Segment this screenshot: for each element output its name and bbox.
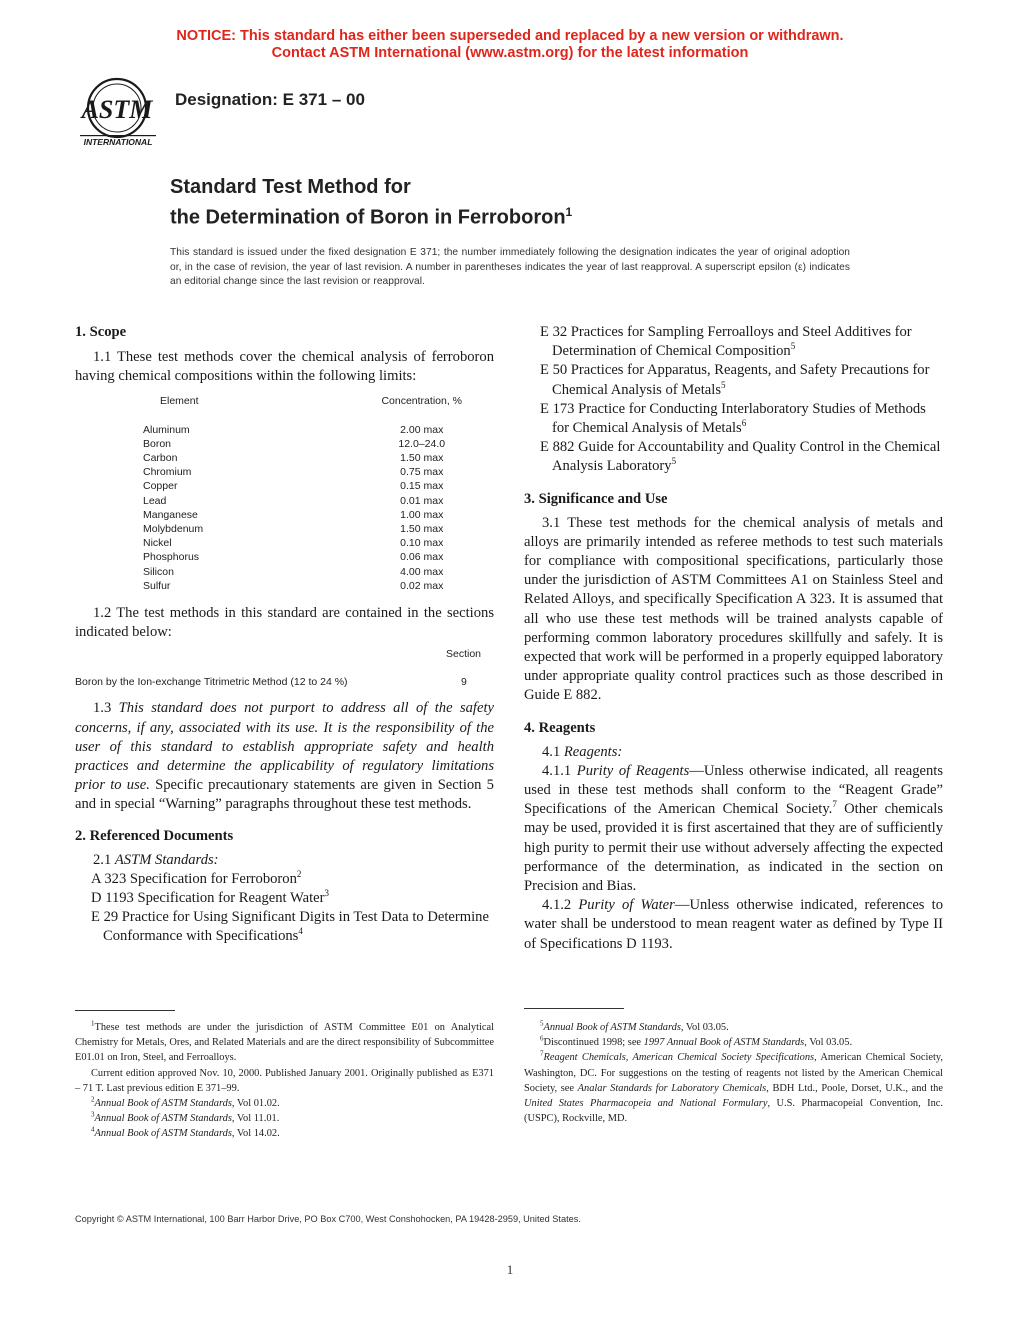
footnote-rule-left	[75, 1010, 175, 1011]
footnote-marker: 5	[540, 1019, 544, 1028]
para-number: 1.3	[93, 700, 119, 717]
table-row	[143, 536, 494, 550]
element-name: Chromium	[143, 466, 192, 479]
footnote-book-title: Annual Book of ASTM Standards	[94, 1128, 232, 1140]
reference-item	[540, 323, 943, 361]
element-name: Molybdenum	[143, 523, 204, 536]
paragraph-text: Other chemicals may be used, provided it is first ascertained that they are of sufficiently high purity to permit their use without adversely affecting the expected performance of the determination, as indicated in the section on Precision and Bias.	[524, 801, 943, 895]
supersede-notice	[0, 28, 1020, 62]
reagents-footnote-ref: 7	[832, 799, 837, 810]
significance-paragraph-3-1: 3.1 These test methods for the chemical analysis of metals and alloys are primarily intended as referee methods to test such materials for compliance with compositional specifications, particularly those under the jurisdiction of ASTM Committees A1 on Stainless Steel and Related Alloys, and specifically Specification A 323. It is assumed that all who use these test methods will be trained analysts capable of performing common laboratory procedures skillfully and safely. It is expected that work will be performed in a properly equipped laboratory under appropriate quality control practices such as those described in Guide E 882.	[524, 514, 943, 704]
para-number: 2.1	[93, 851, 115, 868]
footnote-marker: 3	[91, 1110, 95, 1119]
footnote-text: , Vol 14.02.	[231, 1128, 280, 1140]
designation: Designation: E 371 – 00	[175, 90, 365, 109]
copyright-line: Copyright © ASTM International, 100 Barr Harbor Drive, PO Box C700, West Conshohocken, PA 19428-2959, United States.	[75, 1214, 581, 1224]
footnote-marker: 1	[91, 1019, 95, 1028]
footnote-rule-right	[524, 1008, 624, 1009]
footnote-marker: 2	[91, 1095, 95, 1104]
reference-item	[540, 438, 943, 476]
footnote-book-title: Annual Book of ASTM Standards	[94, 1098, 232, 1110]
footnote-text: These test methods are under the jurisdiction of ASTM Committee E01 on Analytical Chemistry for Metals, Ores, and Related Materials and are the direct responsibility of Subcommittee E01.01 on Iron, Steel, and Ferroalloys.	[75, 1022, 494, 1064]
element-value: 1.50 max	[400, 452, 444, 465]
element-name: Manganese	[143, 508, 198, 521]
scope-paragraph-1-2: 1.2 The test methods in this standard are contained in the sections indicated below:	[75, 605, 494, 641]
element-value: 0.06 max	[400, 551, 444, 564]
reagents-paragraph-4-1	[524, 743, 943, 762]
element-value: 1.50 max	[400, 523, 444, 536]
element-name: Nickel	[143, 537, 172, 550]
reference-footnote: 5	[790, 341, 796, 352]
section-heading-scope: 1. Scope	[75, 324, 127, 340]
reference-text: E 882 Guide for Accountability and Quality Control in the Chemical Analysis Laboratory	[540, 439, 941, 475]
logo-letters: ASTM	[81, 95, 153, 124]
title-line-2-text: the Determination of Boron in Ferroboron	[170, 206, 566, 229]
footnote-marker: 7	[540, 1049, 544, 1058]
reagents-paragraph-4-1-1	[524, 762, 943, 896]
table-header-row	[143, 394, 494, 422]
reference-text: E 32 Practices for Sampling Ferroalloys and Steel Additives for Determination of Chemical Composition	[540, 324, 912, 360]
element-value: 12.0–24.0	[398, 437, 446, 450]
reference-text: E 50 Practices for Apparatus, Reagents, and Safety Precautions for Chemical Analysis of Metals	[540, 362, 930, 398]
element-value: 2.00 max	[400, 423, 444, 436]
footnote-book-title: Analar Standards for Laboratory Chemicals	[577, 1082, 767, 1094]
section-index-row	[75, 675, 494, 690]
footnote-text: , Vol 01.02.	[231, 1098, 280, 1110]
reference-footnote: 4	[298, 926, 303, 937]
section-index-label: Boron by the Ion-exchange Titrimetric Method (12 to 24 %)	[75, 676, 348, 689]
title-line-2	[170, 200, 572, 231]
referenced-subheading	[75, 851, 494, 870]
element-value: 0.10 max	[400, 537, 444, 550]
element-name: Boron	[143, 437, 172, 450]
footnotes-left	[75, 1020, 494, 1142]
document-title	[170, 175, 572, 231]
reference-footnote: 5	[721, 379, 726, 390]
element-value: 0.15 max	[400, 480, 444, 493]
element-value: 1.00 max	[400, 508, 444, 521]
header-element: Element	[160, 395, 199, 408]
title-line-1: Standard Test Method for	[170, 176, 411, 198]
element-name: Sulfur	[143, 579, 171, 592]
footnotes-right	[524, 1020, 943, 1126]
purity-of-reagents-label: Purity of Reagents	[576, 762, 690, 779]
element-name: Lead	[143, 494, 167, 507]
logo-subtext: INTERNATIONAL	[83, 137, 153, 147]
footnote-1-continued: Current edition approved Nov. 10, 2000. Published January 2001. Originally published as E371 – 71 T. Last previous edition E 371–99.	[75, 1067, 494, 1094]
element-name: Aluminum	[143, 423, 190, 436]
section-heading-reagents: 4. Reagents	[524, 719, 596, 736]
footnote-4	[75, 1126, 494, 1141]
reference-item	[91, 908, 494, 946]
reagents-label: Reagents:	[563, 743, 623, 760]
page-number: 1	[506, 1262, 514, 1277]
table-row	[143, 508, 494, 522]
footnote-book-title: Reagent Chemicals, American Chemical Society Specifications	[543, 1052, 815, 1064]
footnote-2	[75, 1096, 494, 1111]
notice-line-1: NOTICE: This standard has either been superseded and replaced by a new version or withdrawn.	[176, 28, 844, 44]
reference-item	[91, 870, 494, 889]
footnote-text: , Vol 03.05.	[680, 1022, 729, 1033]
footnote-text: , BDH Ltd., Poole, Dorset, U.K., and the	[766, 1082, 943, 1094]
footnote-text: , Vol 03.05.	[804, 1037, 853, 1049]
purity-of-water-label: Purity of Water	[578, 897, 675, 914]
table-row	[143, 437, 494, 451]
element-name: Copper	[143, 480, 178, 493]
footnote-text: , Vol 11.01.	[231, 1113, 280, 1125]
table-row	[143, 479, 494, 493]
footnote-marker: 6	[540, 1034, 544, 1043]
scope-paragraph-1-1: 1.1 These test methods cover the chemical analysis of ferroboron having chemical compositions within the following limits:	[75, 349, 494, 385]
title-footnote-ref: 1	[565, 205, 573, 219]
element-name: Silicon	[143, 565, 174, 578]
left-column	[75, 323, 494, 947]
astm-logo-mark	[74, 72, 164, 152]
reference-footnote: 6	[741, 418, 747, 429]
para-number: 4.1.2	[542, 897, 579, 914]
footnote-text: , U.S. Pharmacopeial Convention, Inc. (USPC), Rockville, MD.	[524, 1098, 943, 1125]
reference-text: D 1193 Specification for Reagent Water	[91, 890, 325, 907]
table-row	[143, 494, 494, 508]
table-row	[143, 565, 494, 579]
table-row	[143, 451, 494, 465]
element-name: Phosphorus	[143, 551, 200, 564]
element-value: 4.00 max	[400, 565, 444, 578]
right-column	[524, 323, 943, 954]
astm-logo	[74, 72, 164, 152]
section-index-number: 9	[461, 676, 467, 689]
reference-footnote: 2	[296, 869, 302, 880]
section-heading-significance: 3. Significance and Use	[524, 490, 668, 507]
header-concentration: Concentration, %	[381, 395, 462, 408]
table-row	[143, 465, 494, 479]
table-row	[143, 550, 494, 564]
footnote-book-title: United States Pharmacopeia and National Formulary	[524, 1098, 768, 1110]
element-name: Carbon	[143, 452, 178, 465]
para-number: 4.1	[542, 743, 564, 760]
table-row	[143, 423, 494, 437]
section-column-header: Section	[446, 648, 482, 661]
footnote-book-title: Annual Book of ASTM Standards	[543, 1022, 681, 1033]
reference-item	[91, 889, 494, 908]
footnote-6	[524, 1035, 943, 1050]
table-row	[143, 522, 494, 536]
element-limits-table	[143, 394, 494, 593]
footnote-1	[75, 1020, 494, 1066]
astm-standards-label: ASTM Standards:	[114, 851, 219, 868]
element-value: 0.75 max	[400, 466, 444, 479]
reference-text: A 323 Specification for Ferroboron	[91, 870, 297, 887]
paragraph-text: —Unless otherwise indicated, all reagents used in these test methods shall conform to the “Reagent Grade” Specifications of the American Chemical Society.	[524, 762, 944, 818]
reference-text: E 29 Practice for Using Significant Digits in Test Data to Determine Conformance with Specifications	[91, 909, 489, 945]
reference-footnote: 3	[324, 888, 329, 899]
reference-item	[540, 400, 943, 438]
footnote-marker: 4	[91, 1125, 95, 1134]
reference-footnote: 5	[671, 456, 677, 467]
section-heading-referenced-documents: 2. Referenced Documents	[75, 827, 234, 844]
element-value: 0.02 max	[400, 579, 444, 592]
safety-caveat-rest: Specific precautionary statements are given in Section 5 and in special “Warning” paragraphs throughout these test methods.	[75, 777, 494, 813]
reference-item	[540, 361, 943, 399]
scope-paragraph-1-3	[75, 699, 494, 814]
footnote-7	[524, 1050, 943, 1126]
reagents-paragraph-4-1-2	[524, 896, 943, 954]
footnote-5	[524, 1020, 943, 1035]
footnote-text: Discontinued 1998; see	[543, 1037, 644, 1049]
reference-text: E 173 Practice for Conducting Interlaboratory Studies of Methods for Chemical Analysis of Metals	[540, 400, 926, 437]
table-row	[143, 579, 494, 593]
notice-line-2: Contact ASTM International (www.astm.org) for the latest information	[271, 45, 749, 61]
paragraph-text: —Unless otherwise indicated, references to water shall be understood to mean reagent water as defined by Type II of Specifications D 1193.	[524, 897, 943, 952]
footnote-book-title: 1997 Annual Book of ASTM Standards	[643, 1037, 805, 1049]
element-value: 0.01 max	[400, 494, 444, 507]
footnote-3	[75, 1111, 494, 1126]
safety-caveat: This standard does not purport to address all of the safety concerns, if any, associated with its use. It is the responsibility of the user of this standard to establish appropriate safety and health practices and determine the applicability of regulatory limitations prior to use.	[75, 700, 494, 794]
footnote-text: , American Chemical Society, Washington, DC. For suggestions on the testing of reagents not listed by the American Chemical Society, see	[524, 1052, 943, 1094]
para-number: 4.1.1	[542, 762, 577, 779]
issuance-statement: This standard is issued under the fixed designation E 371; the number immediately following the designation indicates the year of original adoption or, in the case of revision, the year of last revision. A number in parentheses indicates the year of last reapproval. A superscript epsilon (ε) indicates an editorial change since the last revision or reapproval.	[170, 247, 850, 287]
footnote-book-title: Annual Book of ASTM Standards	[94, 1113, 232, 1125]
